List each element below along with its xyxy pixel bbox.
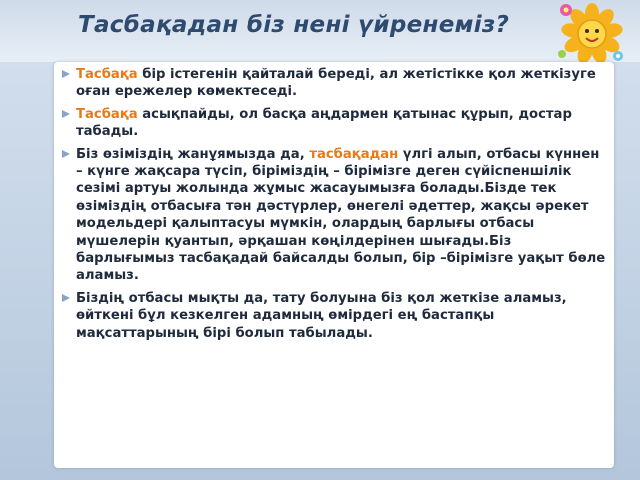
bullet-arrow-icon (62, 150, 70, 158)
bullet-text: бір істегенін қайталай береді, ал жетістікке қол жеткізуге оған ережелер көмектеседі. (76, 67, 596, 100)
bullet-arrow-icon (62, 70, 70, 78)
highlighted-word: тасбақадан (309, 146, 399, 162)
highlighted-word: Тасбақа (76, 106, 138, 122)
bullet-item (62, 106, 610, 141)
bullet-text: үлгі алып, отбасы күннен – күнге жақсара түсіп, біріміздің – бірімізге деген сүйіспеншілік сезімі артуы жолында жұмыс жасауымызға болады.Бізде тек өзіміздің отбасыға тән дәстүрлер, өнегелі әдеттер, жақсы әрекет модельдері қалыптасуы мүмкін, олардың барлығы отбасы мүшелерін қуантып, әрқашан көңілдерінен шығады.Біз барлығымыз тасбақадай байсалды болып, бір –бірімізге уақыт бөле аламыз. (76, 146, 606, 284)
bullet-item (62, 290, 610, 342)
bullet-list (62, 66, 610, 347)
slide-title: Тасбақадан біз нені үйренеміз? (78, 12, 510, 38)
bullet-text: Біздің отбасы мықты да, тату болуына біз қол жеткізе аламыз, өйткені бұл кезкелген адамның өмірдегі ең бастапқы мақсаттарының бірі болып табылады (76, 290, 567, 341)
bullet-item (62, 66, 610, 101)
flower-sun-icon (554, 0, 626, 68)
bullet-arrow-icon (62, 294, 70, 302)
bullet-item (62, 146, 610, 285)
bullet-text: асықпайды, ол басқа аңдармен қатынас құрып, достар табады. (76, 106, 572, 140)
highlighted-word: Тасбақа (76, 67, 138, 82)
bullet-arrow-icon (62, 110, 70, 118)
bullet-text: . (367, 325, 373, 341)
bullet-text: Біз өзіміздің жанұямызда да, (76, 146, 310, 162)
